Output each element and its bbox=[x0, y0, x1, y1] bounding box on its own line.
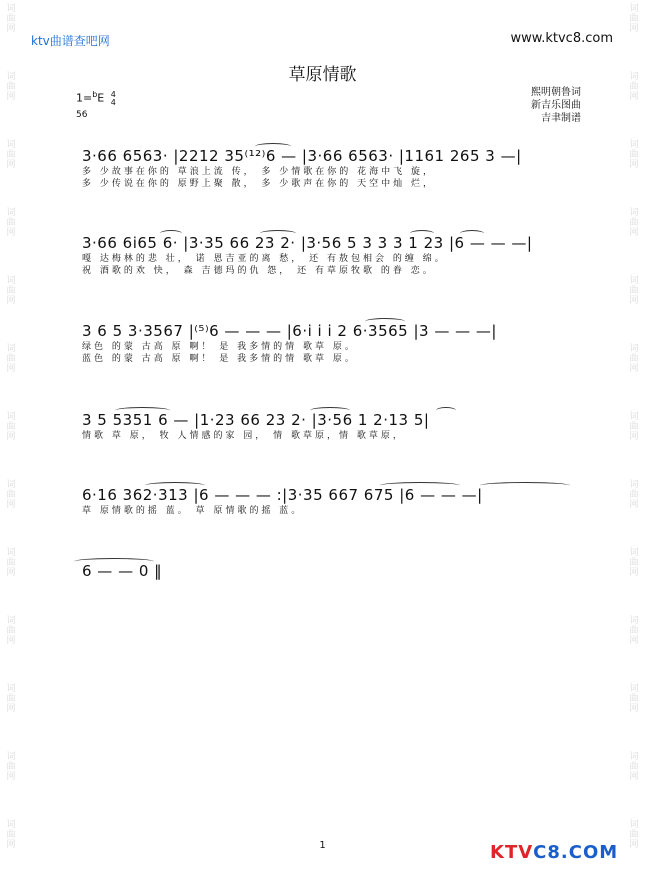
watermark-text: 词 曲 网 bbox=[629, 684, 639, 714]
watermark-text: 词 曲 网 bbox=[6, 208, 16, 238]
watermark-text: 词 曲 网 bbox=[629, 140, 639, 170]
slur-mark bbox=[260, 230, 296, 237]
notation-row: 3 6 5 3·3567 |⁽⁵⁾6 — — — |6·i i i 2 6·3565 |3 — — —| bbox=[82, 322, 497, 340]
credits bbox=[531, 86, 581, 125]
slur-mark bbox=[145, 482, 205, 489]
watermark-text: 词 曲 网 bbox=[6, 752, 16, 782]
watermark-text: 词 曲 网 bbox=[629, 276, 639, 306]
slur-mark bbox=[380, 482, 460, 489]
watermark-text: 词 曲 网 bbox=[6, 72, 16, 102]
transcriber: 吉聿制谱 bbox=[541, 113, 581, 124]
key-signature bbox=[76, 90, 116, 107]
watermark-text: 词 曲 网 bbox=[6, 276, 16, 306]
slur-mark bbox=[480, 482, 570, 489]
score-line-2 bbox=[82, 233, 572, 277]
slur-mark bbox=[160, 230, 182, 237]
lyrics-verse-1: 绿色 的蒙 古高 原 啊！ 是 我多情的情 歌草 原。 bbox=[82, 342, 357, 352]
watermark-text: 词 曲 网 bbox=[629, 820, 639, 850]
watermark-text: 词 曲 网 bbox=[6, 548, 16, 578]
lyrics-verse-2: 多 少传说在你的 原野上聚 散， 多 少歌声在你的 天空中灿 烂， bbox=[82, 179, 436, 189]
notation-row: 3 5 5351 6 — |1·23 66 23 2· |3·56 1 2·13 5| bbox=[82, 411, 430, 429]
tempo-marking: 56 bbox=[76, 110, 88, 120]
lyrics-verse-1: 情歌 草 原， 牧 人情感的家 园， 情 歌草原，情 歌草原， bbox=[82, 431, 405, 441]
score-line-3 bbox=[82, 321, 572, 365]
notation-row: 6·16 362·313 |6 — — — :|3·35 667 675 |6 — — —| bbox=[82, 486, 483, 504]
watermark-text: 词 曲 网 bbox=[629, 616, 639, 646]
site-url-right[interactable]: www.ktvc8.com bbox=[510, 31, 613, 46]
watermark-text: 词 曲 网 bbox=[629, 4, 639, 34]
watermark-text: 词 曲 网 bbox=[6, 412, 16, 442]
notation-row: 3·66 6i65 6· |3·35 66 23 2· |3·56 5 3 3 3 1 23 |6 — — —| bbox=[82, 234, 533, 252]
slur-mark bbox=[365, 318, 405, 325]
watermark-text: 词 曲 网 bbox=[629, 752, 639, 782]
composer: 新吉乐图曲 bbox=[531, 100, 581, 111]
lyrics-verse-1: 多 少故事在你的 草浪上流 传， 多 少情歌在你的 花海中飞 旋， bbox=[82, 167, 436, 177]
watermark-text: 词 曲 网 bbox=[629, 208, 639, 238]
lyrics-verse-1: 嘎 达梅林的悲 壮， 诺 恩吉亚的离 愁， 还 有敖包相会 的缠 绵。 bbox=[82, 254, 447, 264]
slur-mark bbox=[310, 407, 350, 414]
score-line-6 bbox=[82, 561, 572, 581]
left-watermark-column bbox=[0, 0, 22, 891]
right-watermark-column bbox=[623, 0, 645, 891]
watermark-text: 词 曲 网 bbox=[6, 140, 16, 170]
time-numerator: 4 bbox=[110, 89, 116, 99]
notation-row: 6 — — 0 ‖ bbox=[82, 562, 163, 580]
watermark-text: 词 曲 网 bbox=[629, 344, 639, 374]
site-logo bbox=[490, 842, 618, 863]
slur-mark bbox=[410, 230, 434, 237]
score-line-1 bbox=[82, 146, 572, 190]
time-denominator: 4 bbox=[110, 97, 116, 107]
key-flat: b bbox=[92, 90, 98, 99]
slur-mark bbox=[460, 230, 484, 237]
watermark-text: 词 曲 网 bbox=[6, 684, 16, 714]
logo-part-1: KTV bbox=[490, 842, 534, 863]
page-number: 1 bbox=[319, 840, 326, 851]
lyricist: 熙明朝鲁词 bbox=[531, 87, 581, 98]
slur-mark bbox=[74, 558, 154, 565]
lyrics-verse-2: 祝 酒歌的欢 快， 森 吉德玛的仇 怨， 还 有草原牧歌 的眷 恋。 bbox=[82, 266, 435, 276]
site-name-left[interactable]: ktv曲谱查吧网 bbox=[31, 34, 110, 48]
notation-row: 3·66 6563· |2212 35⁽¹²⁾6 — |3·66 6563· |1161 265 3 —| bbox=[82, 147, 522, 165]
score-line-5 bbox=[82, 485, 572, 517]
watermark-text: 词 曲 网 bbox=[6, 480, 16, 510]
slur-mark bbox=[436, 407, 456, 414]
lyrics-verse-2: 蓝色 的蒙 古高 原 啊！ 是 我多情的情 歌草 原。 bbox=[82, 354, 357, 364]
key-prefix: 1= bbox=[76, 91, 93, 105]
watermark-text: 词 曲 网 bbox=[6, 344, 16, 374]
slur-mark bbox=[115, 407, 170, 414]
logo-part-2: C8.COM bbox=[533, 842, 619, 863]
watermark-text: 词 曲 网 bbox=[629, 72, 639, 102]
watermark-text: 词 曲 网 bbox=[629, 548, 639, 578]
watermark-text: 词 曲 网 bbox=[629, 412, 639, 442]
lyrics-verse-1: 草 原情歌的摇 蓝。 草 原情歌的摇 蓝。 bbox=[82, 506, 304, 516]
watermark-text: 词 曲 网 bbox=[629, 480, 639, 510]
watermark-text: 词 曲 网 bbox=[6, 4, 16, 34]
watermark-text: 词 曲 网 bbox=[6, 616, 16, 646]
time-signature bbox=[111, 91, 116, 107]
slur-mark bbox=[255, 143, 291, 150]
key-note: E bbox=[97, 91, 105, 105]
watermark-text: 词 曲 网 bbox=[6, 820, 16, 850]
score-line-4 bbox=[82, 410, 572, 442]
song-title: 草原情歌 bbox=[288, 65, 357, 85]
